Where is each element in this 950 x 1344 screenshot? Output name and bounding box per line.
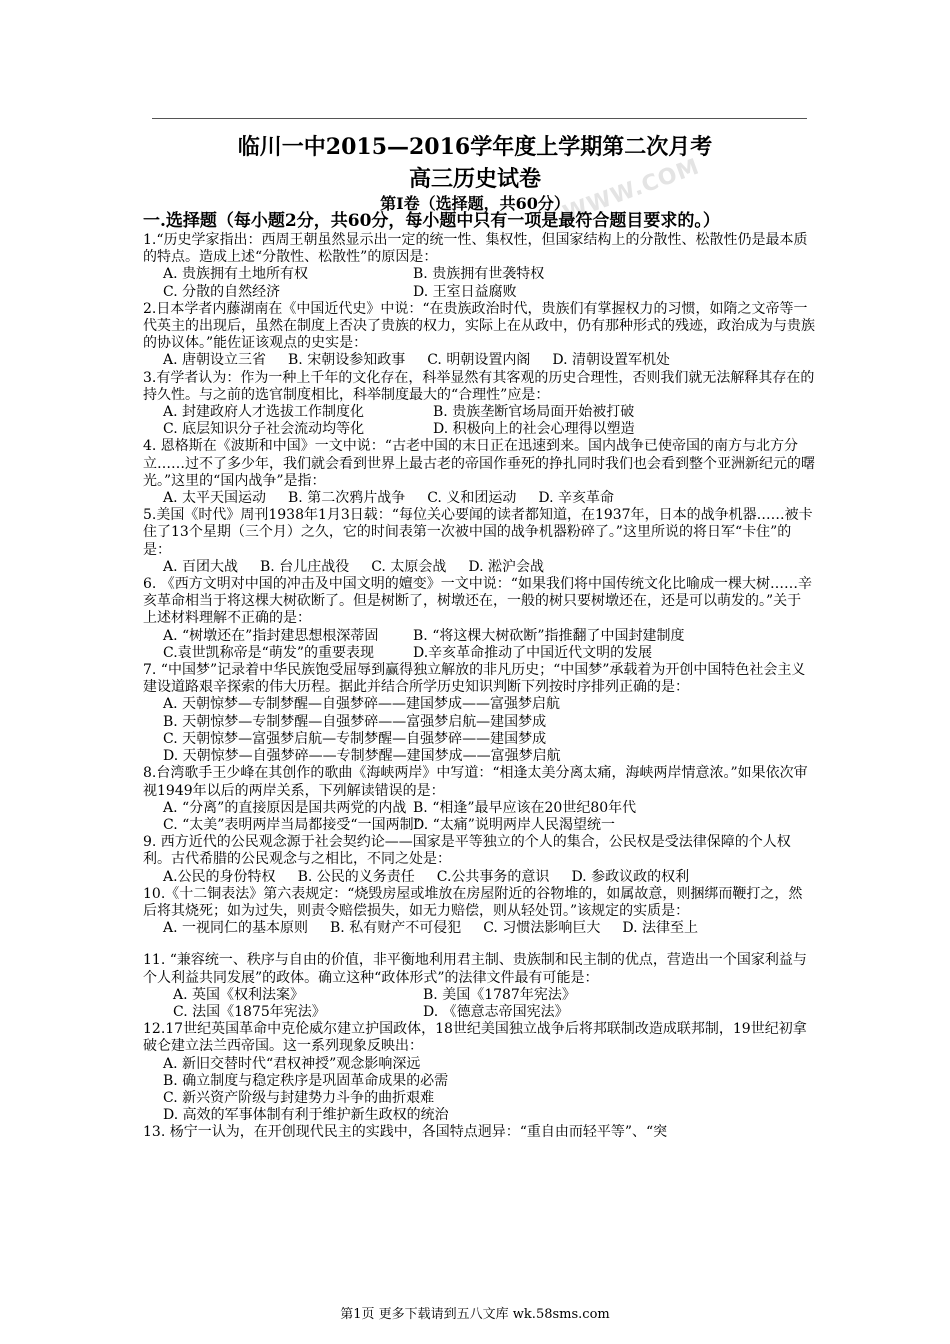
option-a[interactable]: A. 封建政府人才选拔工作制度化 (163, 404, 365, 421)
question-stem: 10.《十二铜表法》第六表规定：“烧毁房屋或堆放在房屋附近的谷物堆的，如属故意，则捆绑而鞭打之，然后将其烧死；如为过失，则责令赔偿损失，如无力赔偿，则从轻处罚。”该规定的实质是： (143, 885, 803, 919)
option-d[interactable]: D. 王室日益腐败 (413, 283, 517, 300)
option-b[interactable]: B. 公民的义务责任 (297, 868, 415, 885)
option-b[interactable]: B. “相逢”最早应该在20世纪80年代 (413, 799, 637, 816)
option-c[interactable]: C. “太美”表明两岸当局都接受“一国两制” (163, 816, 421, 833)
option-b[interactable]: B. 台儿庄战役 (260, 558, 350, 575)
question-stem: 7. “中国梦”记录着中华民族饱受屈辱到赢得独立解放的非凡历史；“中国梦”承载着为开创中国特色社会主义建设道路艰辛探索的伟大历程。据此并结合所学历史知识判断下列按时序排列正确的是： (143, 662, 806, 696)
option-a[interactable]: A. 百团大战 (163, 558, 239, 575)
question-options (173, 987, 815, 1021)
question-options (163, 352, 815, 369)
option-d[interactable]: D. 法律至上 (622, 920, 698, 937)
option-c[interactable]: C. 义和团运动 (427, 490, 517, 507)
question-stem: 4. 恩格斯在《波斯和中国》一文中说：“古老中国的末日正在迅速到来。国内战争已使帝国的南方与北方分立……过不了多少年，我们就会看到世界上最古老的帝国作垂死的挣扎同时我们也会看到整个亚洲新纪元的曙光。”这里的“国内战争”是指： (143, 438, 815, 489)
question-stem: 9. 西方近代的公民观念源于社会契约论——国家是平等独立的个人的集合，公民权是受法律保障的个人权利。古代希腊的公民观念与之相比，不同之处是： (143, 834, 791, 868)
option-b[interactable]: B. “将这棵大树砍断”指推翻了中国封建制度 (413, 627, 685, 644)
option-a[interactable]: A. 唐朝设立三省 (163, 352, 267, 369)
option-c[interactable]: C.公共事务的意识 (436, 868, 550, 885)
option-d[interactable]: D. 淞沪会战 (468, 558, 544, 575)
option-a[interactable]: A. 天朝惊梦—专制梦醒—自强梦碎——建国梦成——富强梦启航 (163, 696, 561, 713)
option-c[interactable]: C.袁世凯称帝是“萌发”的重要表现 (163, 644, 374, 661)
question-options (163, 696, 815, 765)
option-a[interactable]: A. 一视同仁的基本原则 (163, 920, 309, 937)
option-d[interactable]: D. 天朝惊梦—自强梦碎——专制梦醒—建国梦成——富强梦启航 (163, 748, 561, 765)
option-a[interactable]: A. 贵族拥有土地所有权 (163, 266, 309, 283)
option-d[interactable]: D. 清朝设置军机处 (552, 352, 670, 369)
question-9 (143, 834, 815, 886)
question-stem: 3.有学者认为：作为一种上千年的文化存在，科举显然有其客观的历史合理性，否则我们就无法解释其存在的持久性。与之前的选官制度相比，科举制度最大的“合理性”应是： (143, 369, 815, 403)
option-b[interactable]: B. 天朝惊梦—专制梦醒—自强梦碎——富强梦启航—建国梦成 (163, 713, 547, 730)
option-c[interactable]: C. 明朝设置内阁 (427, 352, 531, 369)
option-c[interactable]: C. 新兴资产阶级与封建势力斗争的曲折艰难 (163, 1089, 435, 1106)
option-c[interactable]: C. 分散的自然经济 (163, 283, 281, 300)
question-options (163, 266, 815, 300)
option-c[interactable]: C. 太原会战 (371, 558, 447, 575)
question-4 (143, 438, 815, 507)
header-rule (152, 118, 807, 119)
question-stem: 6. 《西方文明对中国的冲击及中国文明的嬗变》一文中说：“如果我们将中国传统文化比喻成一棵大树……辛亥革命相当于将这棵大树砍断了。但是树断了，树墩还在，一般的树只要树墩还在，还是可以萌发的。”关于上述材料理解不正确的是： (143, 576, 812, 627)
option-a[interactable]: A. “分离”的直接原因是国共两党的内战 (163, 799, 407, 816)
watermark-logo: WWW.COM (560, 154, 704, 227)
question-3 (143, 370, 815, 439)
option-c[interactable]: C. 习惯法影响巨大 (483, 920, 601, 937)
question-stem: 5.美国《时代》周刊1938年1月3日载：“每位关心要闻的读者都知道，在1937年，日本的战争机器……被卡住了13个星期（三个月）之久，它的时间表第一次被中国的战争机器粉碎了。”这里所说的将日军“卡住”的是： (143, 507, 813, 558)
option-d[interactable]: D. 高效的军事体制有利于维护新生政权的统治 (163, 1107, 449, 1124)
question-options (163, 404, 815, 438)
question-8 (143, 765, 815, 834)
exam-title: 临川一中2015—2016学年度上学期第二次月考 (237, 134, 713, 160)
option-b[interactable]: B. 宋朝设参知政事 (288, 352, 406, 369)
option-b[interactable]: B. 第二次鸦片战争 (288, 490, 406, 507)
question-12 (143, 1021, 815, 1124)
exam-content (143, 211, 815, 1142)
option-d[interactable]: D. “太痛”说明两岸人民渴望统一 (413, 816, 615, 833)
question-stem: 11. “兼容统一、秩序与自由的价值，非平衡地利用君主制、贵族制和民主制的优点，营造出一个国家利益与个人利益共同发展”的政体。确立这种“政体形式”的法律文件最有可能是： (143, 952, 807, 986)
question-stem: 8.台湾歌手王少峰在其创作的歌曲《海峡两岸》中写道：“相逢太美分离太痛，海峡两岸情意浓。”如果依次审视1949年以后的两岸关系，下列解读错误的是： (143, 765, 808, 799)
question-options (163, 559, 815, 576)
exam-subtitle: 高三历史试卷 (408, 166, 541, 192)
option-a[interactable]: A. 新旧交替时代“君权神授”观念影响深远 (163, 1055, 421, 1072)
question-stem: 1.“历史学家指出：西周王朝虽然显示出一定的统一性、集权性，但国家结构上的分散性、松散性仍是最本质的特点。造成上述“分散性、松散性”的原因是： (143, 232, 808, 266)
question-10 (143, 886, 815, 938)
option-d[interactable]: D. 《德意志帝国宪法》 (423, 1003, 569, 1020)
option-b[interactable]: B. 贵族拥有世袭特权 (413, 266, 545, 283)
option-a[interactable]: A. “树墩还在”指封建思想根深蒂固 (163, 627, 379, 644)
question-stem: 2.日本学者内藤湖南在《中国近代史》中说：“在贵族政治时代，贵族们有掌握权力的习惯，如隋之文帝等一代英主的出现后，虽然在制度上否决了贵族的权力，实际上在从政中，仍有那种形式的残迹，政治成为与贵族的协议体。”能佐证该观点的史实是： (143, 300, 815, 352)
question-2 (143, 301, 815, 370)
option-c[interactable]: C. 底层知识分子社会流动均等化 (163, 421, 365, 438)
option-c[interactable]: C. 法国《1875年宪法》 (173, 1003, 326, 1020)
question-6 (143, 576, 815, 662)
option-a[interactable]: A. 太平天国运动 (163, 490, 267, 507)
question-options (163, 1056, 815, 1125)
option-b[interactable]: B. 私有财产不可侵犯 (330, 920, 462, 937)
question-7 (143, 662, 815, 765)
option-b[interactable]: B. 美国《1787年宪法》 (423, 986, 576, 1003)
question-11 (143, 952, 815, 1021)
option-b[interactable]: B. 贵族垄断官场局面开始被打破 (433, 404, 635, 421)
section-title: 第Ⅰ卷（选择题，共60分） (380, 194, 570, 213)
question-1 (143, 232, 815, 301)
page-footer: 第1页 更多下载请到五八文库 wk.58sms.com (340, 1307, 610, 1322)
option-d[interactable]: D.辛亥革命推动了中国近代文明的发展 (413, 644, 653, 661)
question-stem: 13. 杨宁一认为，在开创现代民主的实践中，各国特点迥异：“重自由而轻平等”、“突 (143, 1124, 668, 1141)
spacer (143, 937, 815, 952)
option-c[interactable]: C. 天朝惊梦—富强梦启航—专制梦醒—自强梦碎——建国梦成 (163, 730, 547, 747)
question-options (163, 920, 815, 937)
question-stem: 12.17世纪英国革命中克伦威尔建立护国政体，18世纪美国独立战争后将邦联制改造成联邦制，19世纪初拿破仑建立法兰西帝国。这一系列现象反映出： (143, 1021, 807, 1055)
question-options (163, 490, 815, 507)
option-d[interactable]: D. 积极向上的社会心理得以塑造 (433, 421, 635, 438)
question-5 (143, 507, 815, 576)
question-options (163, 628, 815, 662)
option-a[interactable]: A.公民的身份特权 (163, 868, 276, 885)
option-a[interactable]: A. 英国《权利法案》 (173, 986, 305, 1003)
question-options (163, 800, 815, 834)
option-d[interactable]: D. 辛亥革命 (538, 490, 614, 507)
option-b[interactable]: B. 确立制度与稳定秩序是巩固革命成果的必需 (163, 1072, 449, 1089)
option-d[interactable]: D. 参政议政的权利 (571, 868, 690, 885)
question-options (163, 869, 815, 886)
question-13 (143, 1124, 815, 1141)
section-heading: 一.选择题（每小题2分，共60分，每小题中只有一项是最符合题目要求的。） (143, 211, 720, 231)
